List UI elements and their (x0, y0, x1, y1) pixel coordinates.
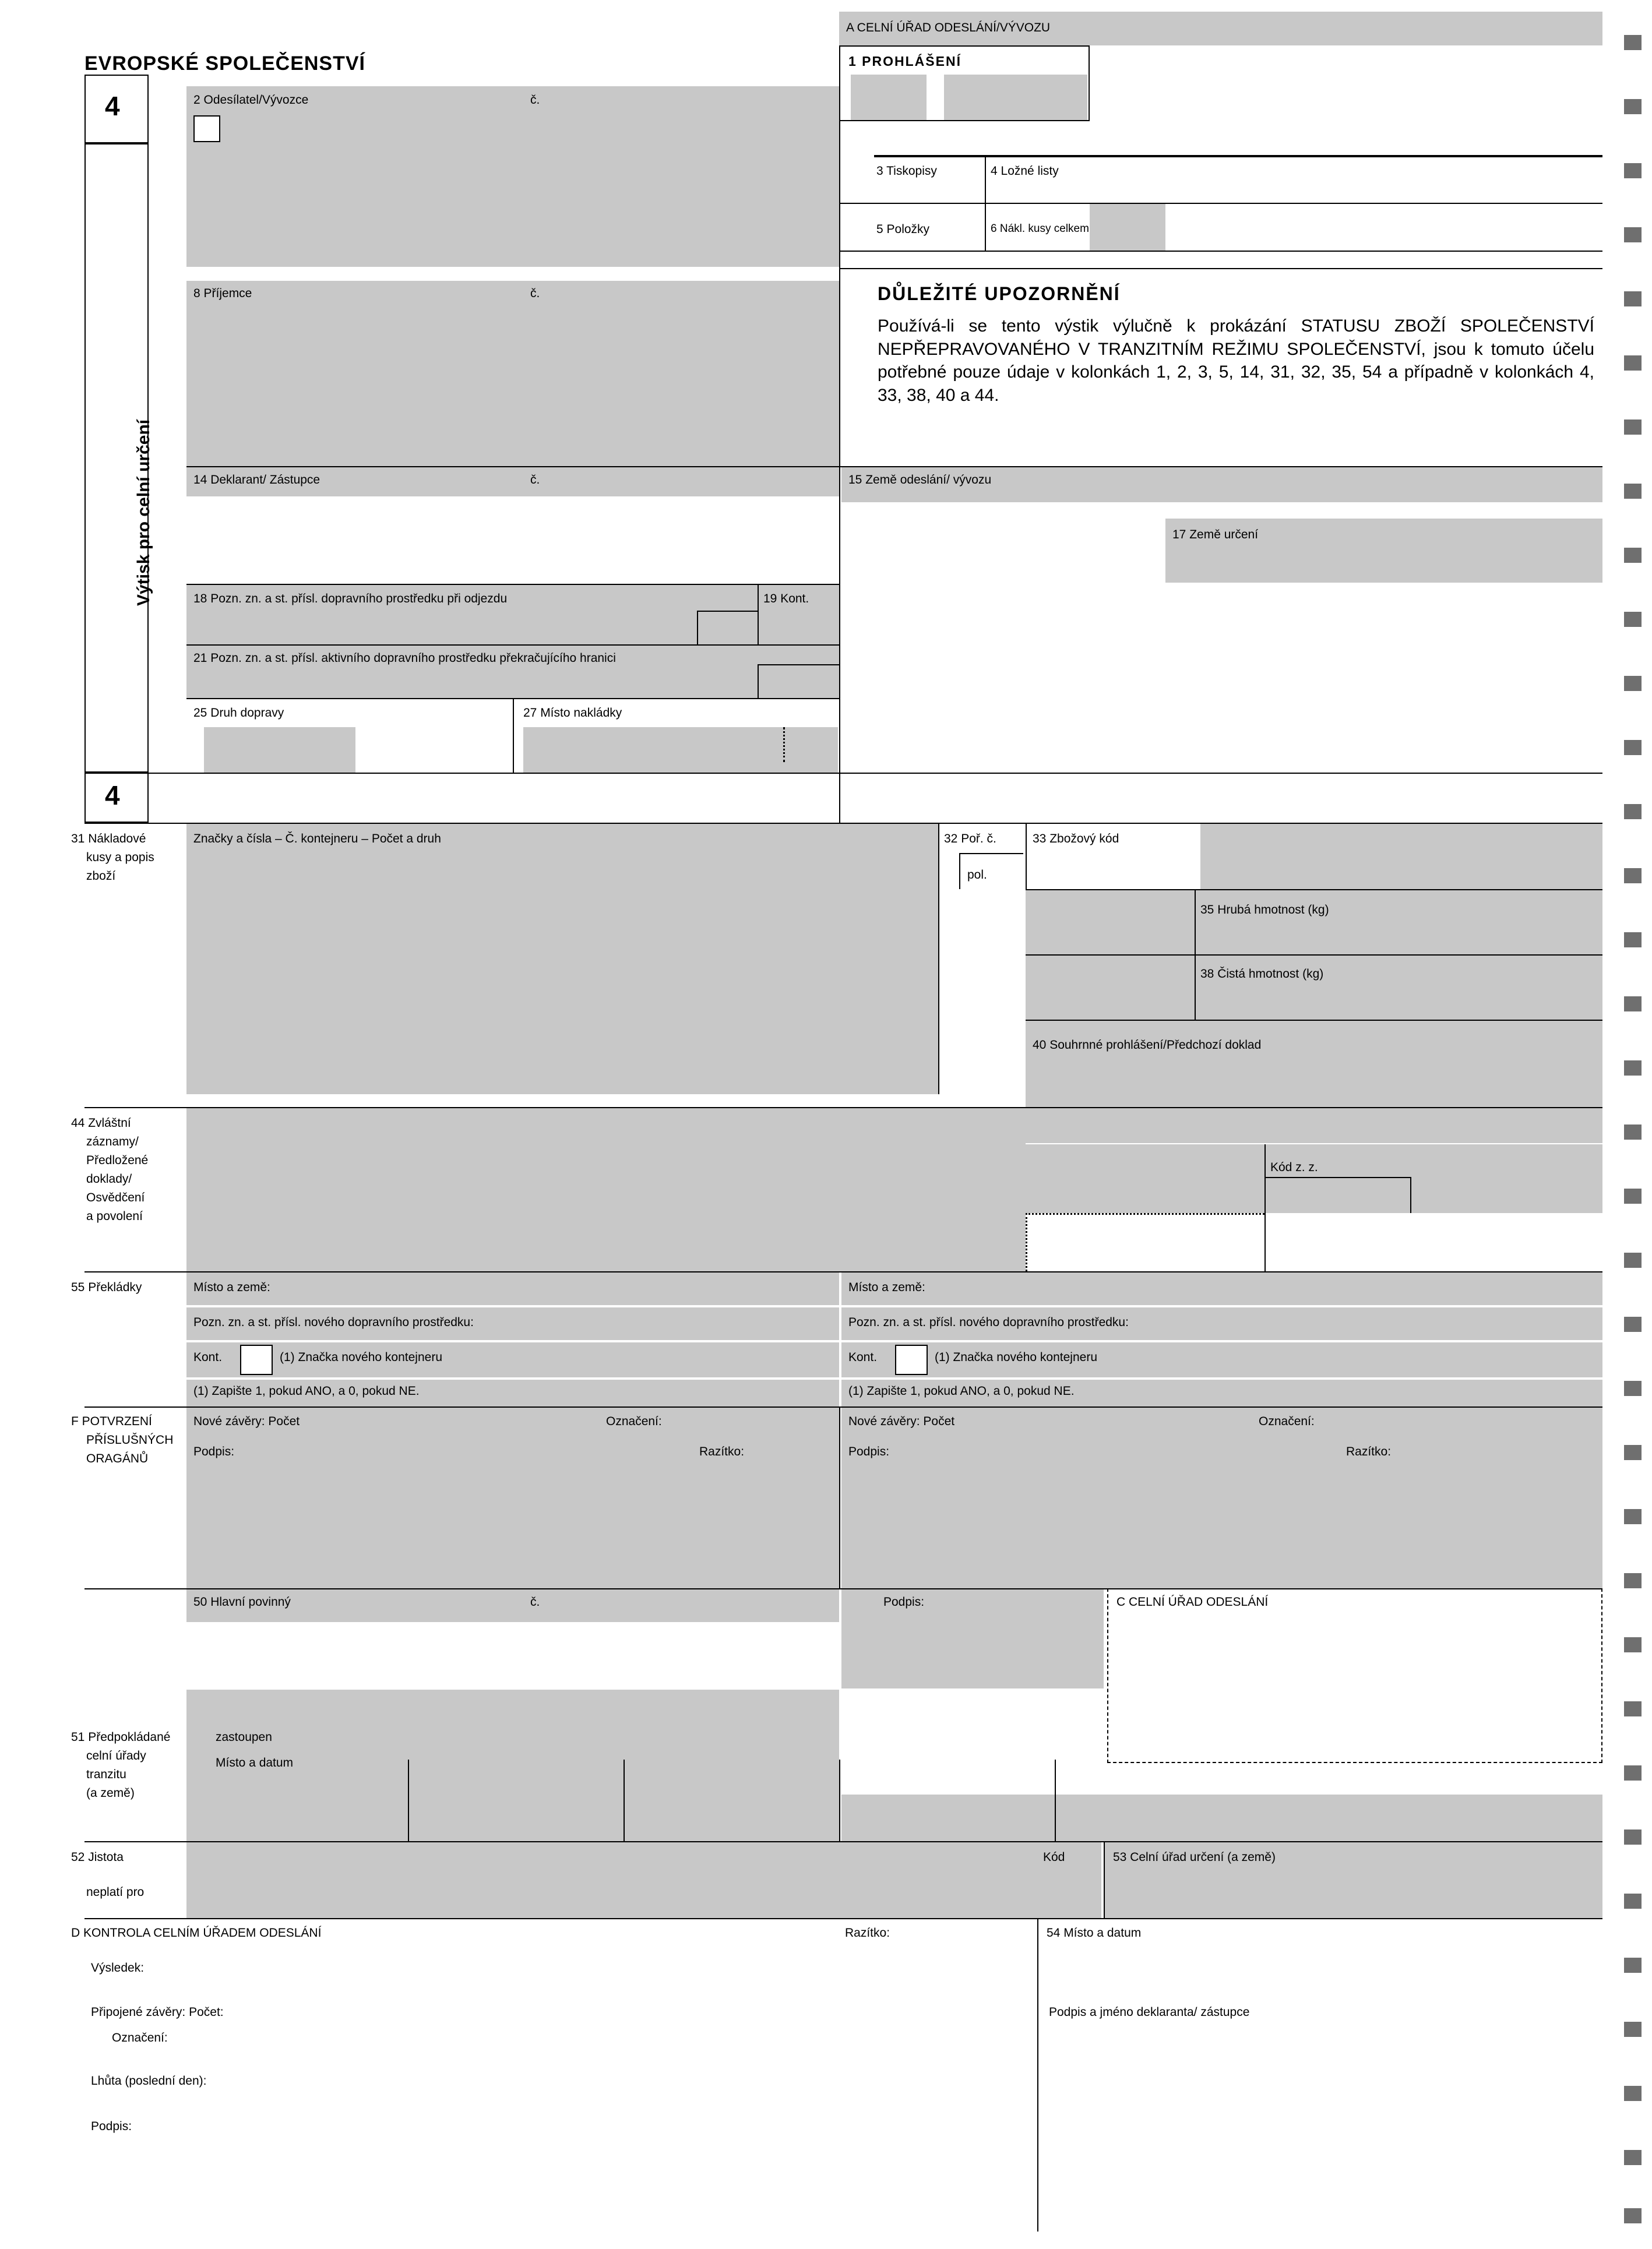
box-21-inner-divider-h (758, 664, 839, 665)
box-38-label: 38 Čistá hmotnost (kg) (1200, 967, 1324, 981)
divider-31-32 (938, 823, 939, 1094)
box-31-marks-label: Značky a čísla – Č. kontejneru – Počet a druh (193, 832, 441, 845)
binding-hole (1624, 804, 1642, 819)
binding-hole (1624, 1189, 1642, 1204)
binding-hole (1624, 1829, 1642, 1845)
box-35-divider (1195, 890, 1196, 954)
box-50-represented-field[interactable] (186, 1690, 839, 1795)
box-f-right[interactable] (841, 1408, 1602, 1588)
divider-3 (874, 155, 1602, 157)
divider-d-top (84, 1918, 1602, 1919)
binding-strip (1611, 0, 1652, 2249)
box-d-signature-label: Podpis: (91, 2120, 132, 2133)
box-40-label: 40 Souhrnné prohlášení/Předchozí doklad (1033, 1038, 1262, 1052)
box-f-stamp-left-label: Razítko: (699, 1445, 745, 1458)
box-44-code-divider-h (1264, 1177, 1410, 1178)
box-a-label: A CELNÍ ÚŘAD ODESLÁNÍ/VÝVOZU (846, 21, 1051, 34)
box-55-mark-right-label: (1) Značka nového kontejneru (935, 1351, 1097, 1364)
binding-hole (1624, 291, 1642, 306)
box-f-stamp-right-label: Razítko: (1346, 1445, 1392, 1458)
divider-6-7 (839, 251, 1602, 252)
binding-hole (1624, 932, 1642, 947)
box-f-seals-right-label: Nové závěry: Počet (848, 1415, 955, 1428)
box-55-note-left-label: (1) Zapište 1, pokud ANO, a 0, pokud NE. (193, 1384, 420, 1398)
box-55-cont-left-label: Kont. (193, 1351, 223, 1364)
box-2-number-label: č. (530, 93, 540, 107)
page-title: EVROPSKÉ SPOLEČENSTVÍ (84, 52, 365, 75)
binding-hole (1624, 2150, 1642, 2165)
box-51-label-4: (a země) (86, 1786, 135, 1800)
box-44-label-3: Předložené (86, 1154, 149, 1167)
box-35-label: 35 Hrubá hmotnost (kg) (1200, 903, 1329, 916)
box-44-label-6: a povolení (86, 1210, 143, 1223)
box-52-code-label: Kód (1043, 1850, 1065, 1864)
box-d-label: D KONTROLA CELNÍM ÚŘADEM ODESLÁNÍ (71, 1926, 322, 1940)
box-d-deadline-label: Lhůta (poslední den): (91, 2074, 207, 2088)
box-44-label-5: Osvědčení (86, 1191, 145, 1204)
box-50-place-date-label: Místo a datum (216, 1756, 294, 1769)
binding-hole (1624, 35, 1642, 50)
box-54-sign-name-label: Podpis a jméno deklaranta/ zástupce (1049, 2005, 1250, 2019)
box-17-label: 17 Země určení (1172, 528, 1259, 541)
box-44-dots-h (1026, 1213, 1264, 1215)
box-52-label: 52 Jistota (71, 1850, 124, 1864)
box-18-label: 18 Pozn. zn. a st. přísl. dopravního prostředku při odjezdu (193, 592, 508, 605)
box-51-label-3: tranzitu (86, 1768, 126, 1781)
box-f-label: F POTVRZENÍ (71, 1415, 152, 1428)
box-44-code-divider-v2 (1410, 1177, 1411, 1213)
binding-hole (1624, 996, 1642, 1011)
box-51-divider-4 (1055, 1760, 1056, 1841)
box-2-consignor[interactable] (186, 86, 839, 267)
box-44-field-right-top[interactable] (1026, 1108, 1602, 1143)
box-18-inner-divider (697, 611, 698, 644)
binding-hole (1624, 2086, 1642, 2101)
box-f-designation-left-label: Označení: (606, 1415, 662, 1428)
binding-hole (1624, 484, 1642, 499)
box-f-label-2: PŘÍSLUŠNÝCH (86, 1433, 174, 1447)
box-d-seals-label: Připojené závěry: Počet: (91, 2005, 224, 2019)
box-51-fields-left[interactable] (186, 1795, 839, 1841)
box-44-label-2: záznamy/ (86, 1135, 139, 1148)
notice-text: Používá-li se tento výstik výlučně k prokázání STATUSU ZBOŽÍ SPOLEČENSTVÍ NEPŘEPRAVOVANÉHO V TRANZITNÍM REŽIMU SPOLEČENSTVÍ, jsou k tomuto účelu potřebné pouze údaje v kolonkách 1, 2, 3, 5, 14, 31, 32, 35, 54 a případně v kolonkách 4, 33, 38, 40 a 44. (878, 316, 1594, 405)
box-25-field[interactable] (204, 727, 355, 773)
box-44-label-4: doklady/ (86, 1172, 132, 1186)
copy-vertical-label: Výtisk pro celní určení (134, 419, 153, 606)
box-8-label: 8 Příjemce (193, 287, 252, 300)
box-55-cont-left-input[interactable] (240, 1345, 273, 1375)
binding-hole (1624, 99, 1642, 114)
box-d-designation-label: Označení: (112, 2031, 168, 2044)
box-c-label: C CELNÍ ÚŘAD ODESLÁNÍ (1116, 1595, 1269, 1609)
box-33-label: 33 Zbožový kód (1033, 832, 1119, 845)
box-21-label: 21 Pozn. zn. a st. přísl. aktivního dopravního prostředku překračujícího hranici (193, 651, 616, 665)
box-15-label: 15 Země odeslání/ vývozu (848, 473, 992, 487)
box-55-cont-right-label: Kont. (848, 1351, 878, 1364)
column-divider (839, 45, 840, 824)
box-f-signature-left-label: Podpis: (193, 1445, 235, 1458)
box-c-office-of-dispatch[interactable] (1107, 1588, 1602, 1763)
box-32-label-2: pol. (967, 868, 987, 882)
box-55-place-right-label: Místo a země: (848, 1281, 925, 1294)
binding-hole (1624, 1509, 1642, 1524)
box-50-signature-field[interactable] (841, 1589, 1104, 1688)
box-44-code-label: Kód z. z. (1270, 1161, 1318, 1174)
binding-hole (1624, 1701, 1642, 1716)
box-44-label: 44 Zvláštní (71, 1116, 131, 1130)
binding-hole (1624, 1060, 1642, 1076)
binding-hole (1624, 1765, 1642, 1781)
binding-hole (1624, 1894, 1642, 1909)
box-38-net-weight[interactable] (1026, 956, 1602, 1020)
box-27-field[interactable] (523, 727, 838, 773)
box-14-number-label: č. (530, 473, 540, 487)
box-1-label: 1 PROHLÁŠENÍ (848, 54, 961, 69)
box-51-fields-right[interactable] (841, 1795, 1602, 1841)
box-44-divider-v3 (1264, 1213, 1266, 1271)
box-55-place-left-label: Místo a země: (193, 1281, 270, 1294)
box-44-field-right[interactable] (1026, 1144, 1602, 1213)
divider-3-4 (985, 155, 986, 203)
box-f-label-3: ORAGÁNŮ (86, 1452, 149, 1465)
box-52-not-valid-label: neplatí pro (86, 1885, 145, 1899)
binding-hole (1624, 2022, 1642, 2037)
divider-4-5 (839, 203, 1602, 204)
box-f-signature-right-label: Podpis: (848, 1445, 890, 1458)
box-31-label-3: zboží (86, 869, 116, 883)
copy-number: 4 (105, 91, 120, 121)
box-d-result-label: Výsledek: (91, 1961, 145, 1975)
box-32-inner-divider (959, 853, 960, 889)
binding-hole (1624, 740, 1642, 755)
box-51-label-2: celní úřady (86, 1749, 146, 1762)
divider-d-54 (1037, 1919, 1038, 2232)
box-51-divider-3 (839, 1760, 840, 1841)
box-50-number-label: č. (530, 1595, 540, 1609)
box-31-label: 31 Nákladové (71, 832, 146, 845)
box-8-number-label: č. (530, 287, 540, 300)
box-2-label: 2 Odesílatel/Vývozce (193, 93, 309, 107)
box-6-field[interactable] (1090, 204, 1165, 251)
binding-hole (1624, 1381, 1642, 1396)
box-50-represented-label: zastoupen (216, 1730, 272, 1744)
box-19-label: 19 Kont. (763, 592, 809, 605)
box-50-signature-label: Podpis: (883, 1595, 925, 1609)
binding-hole (1624, 1637, 1642, 1652)
box-55-place-left[interactable] (186, 1272, 839, 1305)
box-44-dots (1026, 1213, 1027, 1271)
binding-hole (1624, 227, 1642, 242)
box-50-label: 50 Hlavní povinný (193, 1595, 291, 1609)
divider-7-notice (839, 268, 1602, 269)
box-f-seals-left-label: Nové závěry: Počet (193, 1415, 300, 1428)
binding-hole (1624, 676, 1642, 691)
binding-hole (1624, 868, 1642, 883)
box-33-field[interactable] (1200, 824, 1602, 889)
box-54-label: 54 Místo a datum (1047, 1926, 1142, 1940)
box-35-gross-weight[interactable] (1026, 890, 1602, 954)
box-44-code-divider (1264, 1144, 1266, 1213)
binding-hole (1624, 1958, 1642, 1973)
divider-upper-bottom (84, 773, 1602, 774)
box-55-transport-right-label: Pozn. zn. a st. přísl. nového dopravního prostředku: (848, 1316, 1129, 1329)
box-27-dots (783, 727, 785, 762)
box-31-marks-field[interactable] (186, 824, 938, 1094)
binding-hole (1624, 1253, 1642, 1268)
box-1-field-c[interactable] (944, 75, 1087, 120)
binding-hole (1624, 420, 1642, 435)
box-55-transport-left-label: Pozn. zn. a st. přísl. nového dopravního prostředku: (193, 1316, 474, 1329)
box-d-stamp-label: Razítko: (845, 1926, 890, 1940)
box-1-field-a[interactable] (851, 75, 927, 120)
notice-title: DŮLEŽITÉ UPOZORNĚNÍ (878, 283, 1121, 304)
box-5-label: 5 Položky (876, 223, 930, 236)
box-6-label: 6 Nákl. kusy celkem (991, 223, 1089, 235)
box-55-label: 55 Překládky (71, 1281, 142, 1294)
box-3-label: 3 Tiskopisy (876, 164, 937, 178)
binding-hole (1624, 355, 1642, 371)
box-14-label: 14 Deklarant/ Zástupce (193, 473, 320, 487)
divider-18-19 (758, 585, 759, 646)
box-32-label: 32 Poř. č. (944, 832, 996, 845)
binding-hole (1624, 1124, 1642, 1140)
box-32-inner-divider-h (959, 853, 1023, 854)
binding-hole (1624, 1317, 1642, 1332)
binding-hole (1624, 612, 1642, 627)
binding-hole (1624, 2208, 1642, 2223)
box-55-cont-right-input[interactable] (895, 1345, 928, 1375)
box-55-place-right[interactable] (841, 1272, 1602, 1305)
binding-hole (1624, 1573, 1642, 1588)
box-55-mark-left-label: (1) Značka nového kontejneru (280, 1351, 442, 1364)
box-38-divider (1195, 956, 1196, 1020)
box-31-label-2: kusy a popis (86, 851, 154, 864)
box-44-field[interactable] (186, 1108, 1026, 1271)
box-18-inner-divider-h (697, 611, 759, 612)
divider-5-6 (985, 204, 986, 251)
divider-25-27 (513, 699, 514, 773)
box-8-consignee[interactable] (186, 281, 839, 466)
box-2-checkbox[interactable] (193, 115, 220, 142)
box-51-divider-1 (408, 1760, 409, 1841)
binding-hole (1624, 1445, 1642, 1460)
box-f-center-divider (839, 1408, 840, 1588)
binding-hole (1624, 163, 1642, 178)
binding-hole (1624, 548, 1642, 563)
box-f-designation-right-label: Označení: (1259, 1415, 1315, 1428)
box-51-divider-2 (624, 1760, 625, 1841)
box-51-label: 51 Předpokládané (71, 1730, 171, 1744)
box-52-field[interactable] (186, 1842, 1037, 1918)
form-sheet (35, 12, 1602, 2232)
box-f-left[interactable] (186, 1408, 839, 1588)
box-53-label: 53 Celní úřad určení (a země) (1113, 1850, 1276, 1864)
box-55-note-right-label: (1) Zapište 1, pokud ANO, a 0, pokud NE. (848, 1384, 1075, 1398)
copy-number-2: 4 (105, 780, 120, 810)
box-4-label: 4 Ložné listy (991, 164, 1059, 178)
box-21-inner-divider (758, 664, 759, 698)
box-40-summary-declaration[interactable] (1026, 1021, 1602, 1107)
box-27-label: 27 Místo nakládky (523, 706, 622, 720)
box-25-label: 25 Druh dopravy (193, 706, 284, 720)
